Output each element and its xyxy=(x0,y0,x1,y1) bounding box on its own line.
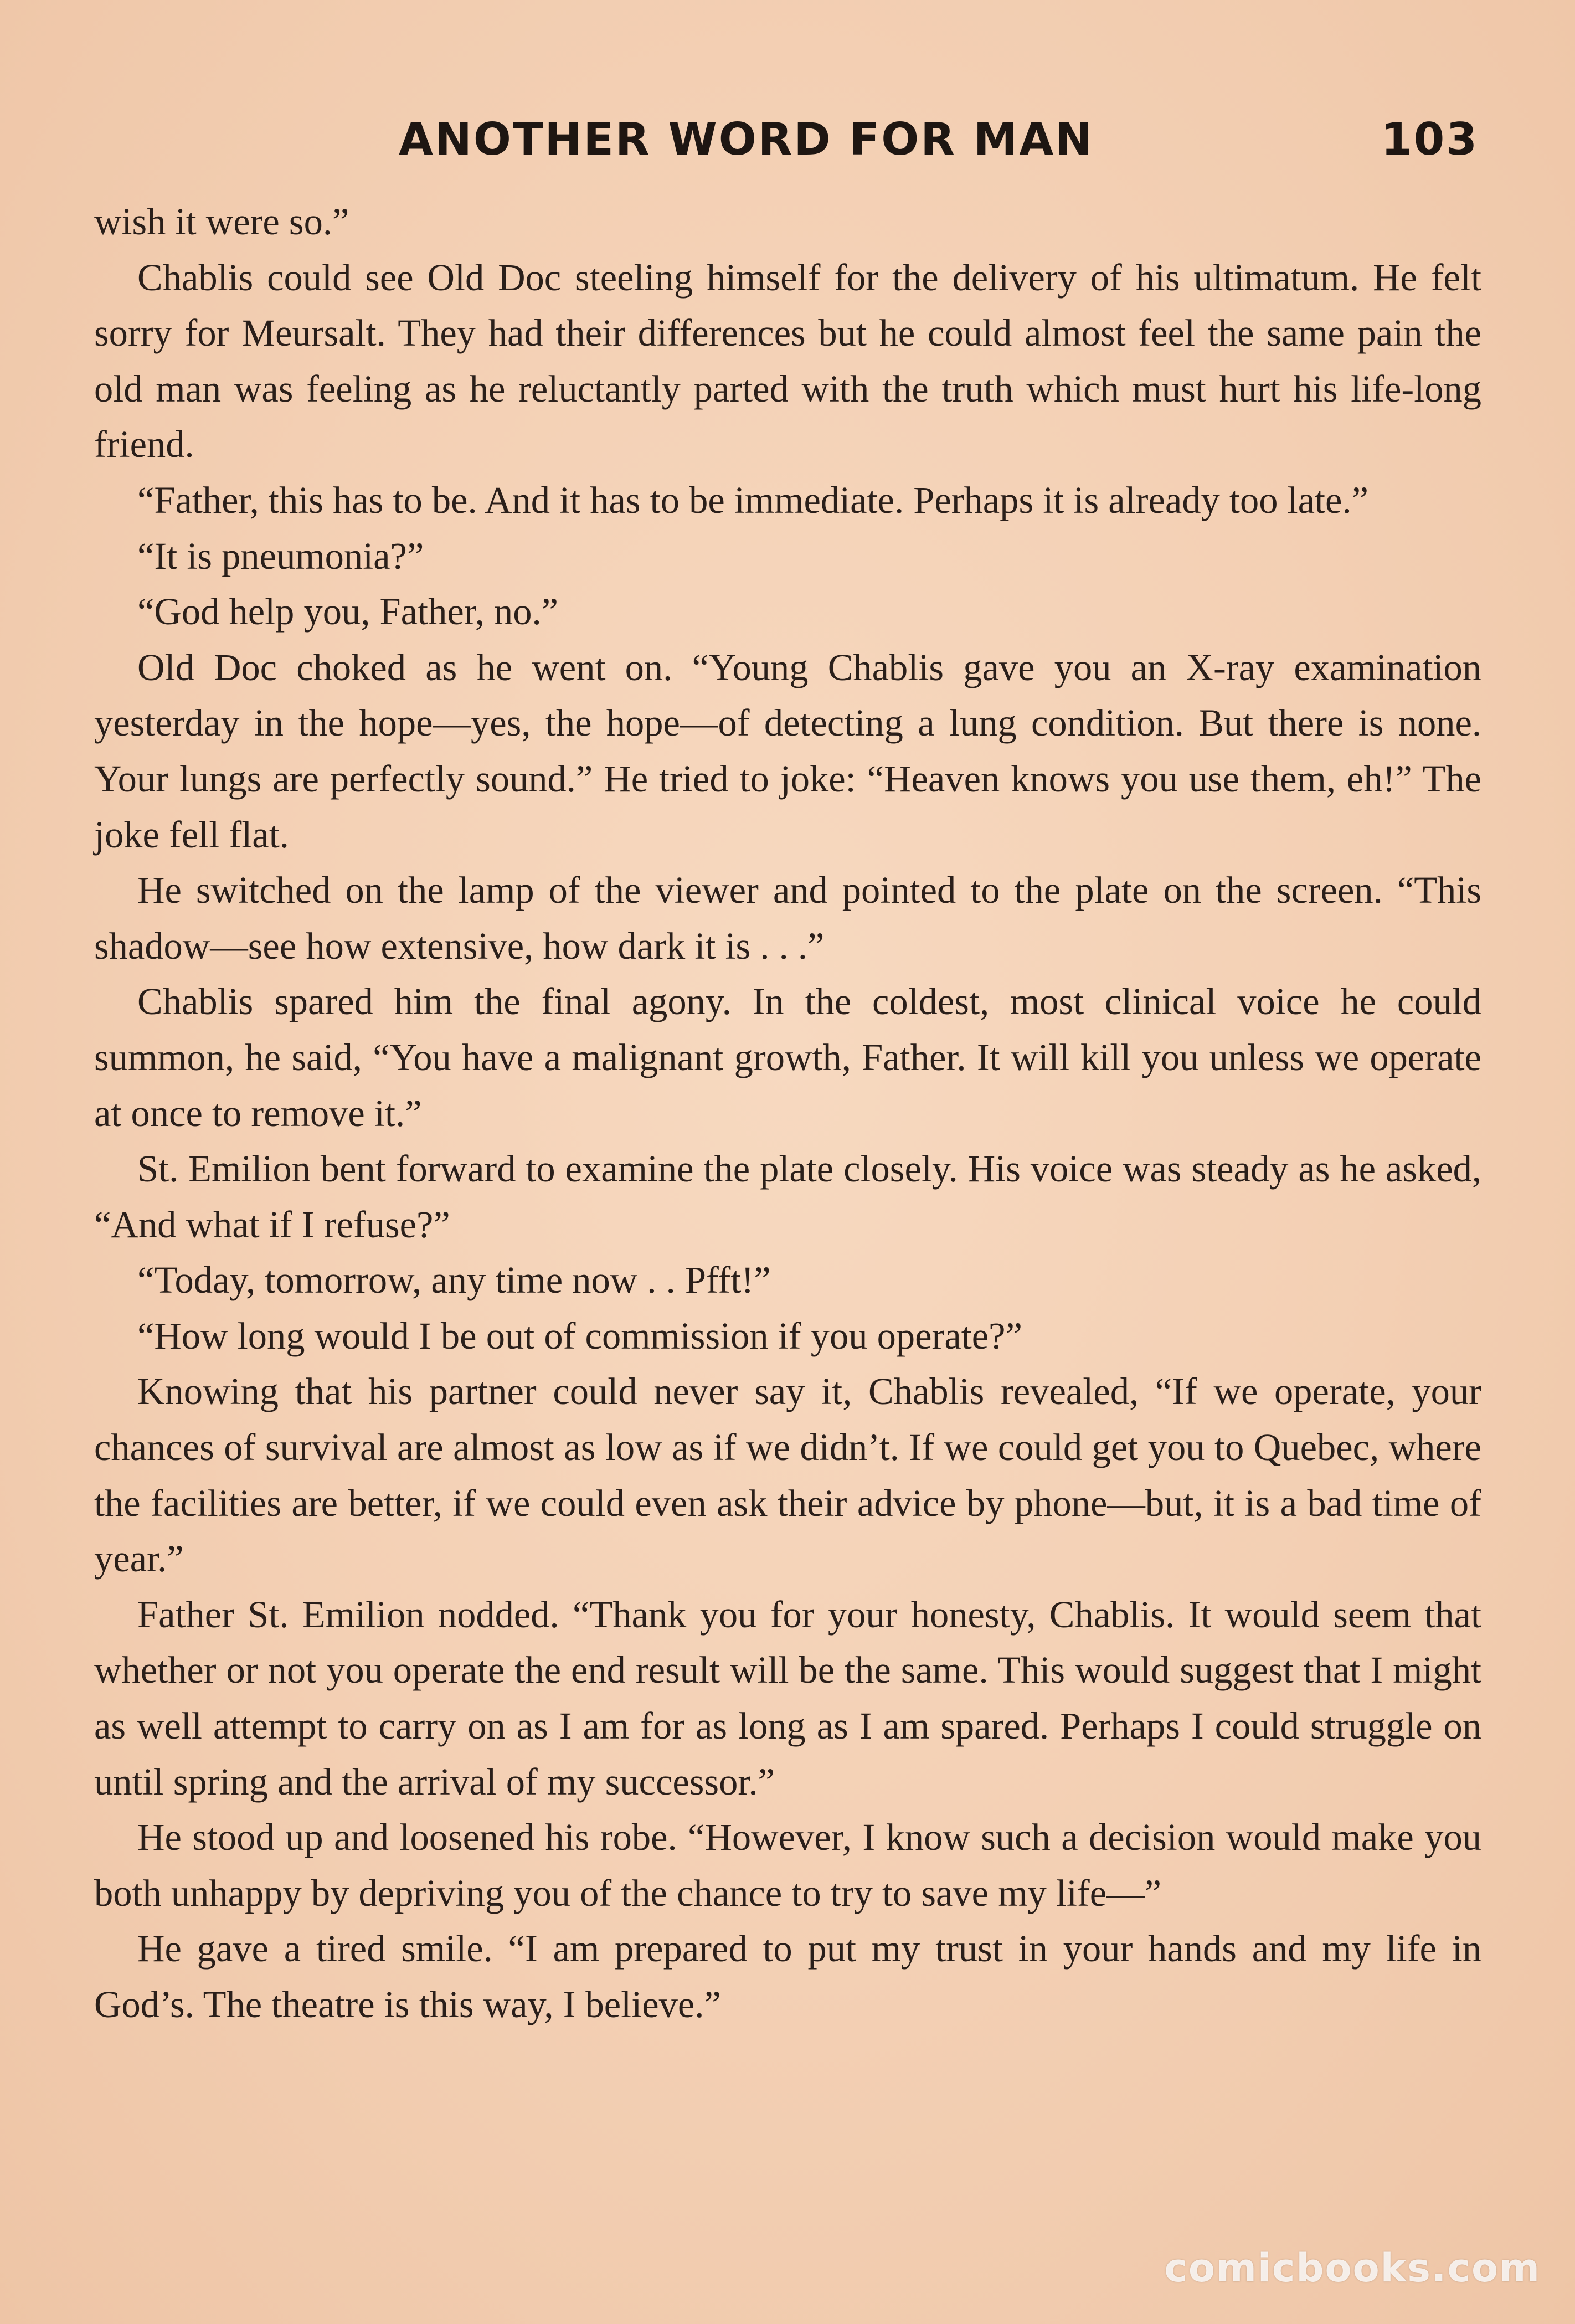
body-text xyxy=(94,194,1481,2033)
paragraph-9: St. Emilion bent forward to examine the plate closely. His voice was steady as he asked, “And what if I refuse?” xyxy=(94,1148,1481,1246)
paragraph-10: “Today, tomorrow, any time now . . Pfft!” xyxy=(137,1259,771,1302)
watermark: comicbooks.com xyxy=(1164,2245,1541,2291)
paragraph-5: “God help you, Father, no.” xyxy=(137,590,559,633)
paragraph-12: Knowing that his partner could never say it, Chablis revealed, “If we operate, your chances of survival are almost as low as if we didn’t. If we could get you to Quebec, where the facilities are better, if we could even ask their advice by phone—but, it is a bad time of year.” xyxy=(94,1370,1481,1580)
paragraph-1: wish it were so.” xyxy=(94,200,349,243)
paragraph-4: “It is pneumonia?” xyxy=(137,534,424,577)
running-header xyxy=(94,114,1479,180)
paragraph-11: “How long would I be out of commission if you operate?” xyxy=(137,1314,1022,1357)
page-number: 103 xyxy=(1381,114,1479,165)
paragraph-14: He stood up and loosened his robe. “However, I know such a decision would make you both unhappy by depriving you of the chance to try to save my life—” xyxy=(94,1816,1481,1914)
paragraph-3: “Father, this has to be. And it has to be immediate. Perhaps it is already too late.” xyxy=(137,479,1368,521)
paragraph-8: Chablis spared him the final agony. In the coldest, most clinical voice he could summon, he said, “You have a malignant growth, Father. It will kill you unless we operate at once to remove it.” xyxy=(94,980,1481,1134)
paragraph-15: He gave a tired smile. “I am prepared to put my trust in your hands and my life in God’s. The theatre is this way, I believe.” xyxy=(94,1927,1481,2025)
paragraph-13: Father St. Emilion nodded. “Thank you for your honesty, Chablis. It would seem that whether or not you operate the end result will be the same. This would suggest that I might as well attempt to carry on as I am for as long as I am spared. Perhaps I could struggle on until spring and the arrival of my successor.” xyxy=(94,1593,1481,1803)
chapter-title: ANOTHER WORD FOR MAN xyxy=(399,114,1094,165)
paragraph-2: Chablis could see Old Doc steeling himself for the delivery of his ultimatum. He felt sorry for Meursalt. They had their differences but he could almost feel the same pain the old man was feeling as he reluctantly parted with the truth which must hurt his life-long friend. xyxy=(94,256,1481,466)
paragraph-7: He switched on the lamp of the viewer and pointed to the plate on the screen. “This shadow—see how extensive, how dark it is . . .” xyxy=(94,869,1481,967)
paragraph-6: Old Doc choked as he went on. “Young Chablis gave you an X-ray examination yesterday in the hope—yes, the hope—of detecting a lung condition. But there is none. Your lungs are perfectly sound.” He tried to joke: “Heaven knows you use them, eh!” The joke fell flat. xyxy=(94,646,1481,856)
